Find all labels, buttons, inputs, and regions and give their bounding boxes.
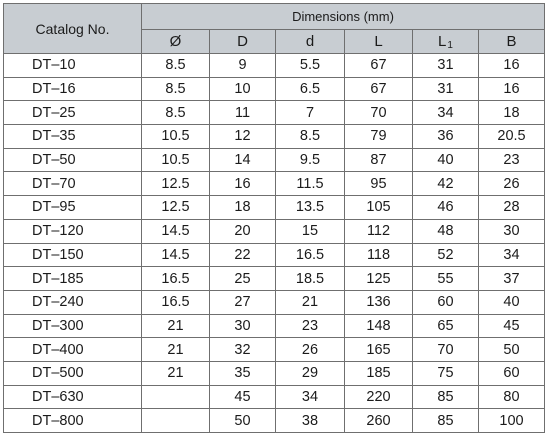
table-row <box>4 409 545 433</box>
table-row <box>4 267 545 291</box>
value-cell-d-lower: 15 <box>276 219 345 243</box>
value-cell-l: 87 <box>345 148 413 172</box>
catalog-cell: DT–120 <box>4 219 142 243</box>
column-header-d-lower <box>276 30 345 54</box>
value-cell-diameter: 21 <box>142 361 210 385</box>
catalog-cell: DT–16 <box>4 77 142 101</box>
column-header-label: d <box>305 33 315 50</box>
value-cell-diameter: 8.5 <box>142 77 210 101</box>
value-cell-b: 20.5 <box>479 125 545 149</box>
value-cell-b: 26 <box>479 172 545 196</box>
value-cell-diameter: 8.5 <box>142 54 210 78</box>
catalog-cell: DT–400 <box>4 338 142 362</box>
dimensions-group-header: Dimensions (mm) <box>142 4 545 30</box>
column-header-b <box>479 30 545 54</box>
value-cell-d-lower: 23 <box>276 314 345 338</box>
value-cell-diameter: 14.5 <box>142 219 210 243</box>
catalog-cell: DT–95 <box>4 196 142 220</box>
value-cell-l: 105 <box>345 196 413 220</box>
value-cell-l: 165 <box>345 338 413 362</box>
value-cell-b: 60 <box>479 361 545 385</box>
value-cell-d-upper: 10 <box>210 77 276 101</box>
column-header-l <box>345 30 413 54</box>
value-cell-l: 95 <box>345 172 413 196</box>
value-cell-diameter: 10.5 <box>142 148 210 172</box>
value-cell-d-lower: 26 <box>276 338 345 362</box>
value-cell-diameter: 12.5 <box>142 172 210 196</box>
value-cell-l: 260 <box>345 409 413 433</box>
catalog-cell: DT–630 <box>4 385 142 409</box>
value-cell-d-lower: 16.5 <box>276 243 345 267</box>
value-cell-l: 148 <box>345 314 413 338</box>
catalog-cell: DT–240 <box>4 290 142 314</box>
table-row <box>4 54 545 78</box>
column-header-d-upper <box>210 30 276 54</box>
value-cell-b: 37 <box>479 267 545 291</box>
value-cell-l1: 85 <box>413 385 479 409</box>
value-cell-l: 136 <box>345 290 413 314</box>
value-cell-d-upper: 27 <box>210 290 276 314</box>
table-row <box>4 290 545 314</box>
table-row <box>4 77 545 101</box>
column-header-label: B <box>506 33 517 50</box>
column-header-diameter <box>142 30 210 54</box>
table-row <box>4 125 545 149</box>
column-header-label: Ø <box>169 33 182 50</box>
catalog-cell: DT–25 <box>4 101 142 125</box>
value-cell-d-lower: 7 <box>276 101 345 125</box>
value-cell-d-lower: 18.5 <box>276 267 345 291</box>
value-cell-b: 28 <box>479 196 545 220</box>
value-cell-l: 185 <box>345 361 413 385</box>
value-cell-d-lower: 34 <box>276 385 345 409</box>
catalog-no-header: Catalog No. <box>4 4 142 54</box>
value-cell-l1: 70 <box>413 338 479 362</box>
value-cell-diameter: 8.5 <box>142 101 210 125</box>
value-cell-b: 80 <box>479 385 545 409</box>
value-cell-l1: 60 <box>413 290 479 314</box>
value-cell-d-upper: 11 <box>210 101 276 125</box>
value-cell-l: 79 <box>345 125 413 149</box>
value-cell-d-upper: 9 <box>210 54 276 78</box>
value-cell-l: 70 <box>345 101 413 125</box>
value-cell-b: 34 <box>479 243 545 267</box>
catalog-cell: DT–500 <box>4 361 142 385</box>
table-body <box>4 54 545 433</box>
value-cell-l: 112 <box>345 219 413 243</box>
value-cell-d-upper: 50 <box>210 409 276 433</box>
value-cell-d-lower: 13.5 <box>276 196 345 220</box>
table-row <box>4 385 545 409</box>
value-cell-d-lower: 6.5 <box>276 77 345 101</box>
value-cell-diameter: 16.5 <box>142 267 210 291</box>
value-cell-b: 16 <box>479 54 545 78</box>
dimensions-table <box>3 3 545 433</box>
value-cell-d-upper: 30 <box>210 314 276 338</box>
value-cell-l1: 36 <box>413 125 479 149</box>
value-cell-l1: 31 <box>413 77 479 101</box>
column-header-label: L <box>374 33 383 50</box>
value-cell-d-upper: 12 <box>210 125 276 149</box>
value-cell-b: 100 <box>479 409 545 433</box>
value-cell-diameter: 21 <box>142 314 210 338</box>
value-cell-d-lower: 21 <box>276 290 345 314</box>
value-cell-b: 45 <box>479 314 545 338</box>
value-cell-b: 16 <box>479 77 545 101</box>
value-cell-l1: 31 <box>413 54 479 78</box>
value-cell-l: 125 <box>345 267 413 291</box>
column-header-subscript: 1 <box>447 40 453 51</box>
table-row <box>4 172 545 196</box>
value-cell-b: 23 <box>479 148 545 172</box>
value-cell-d-upper: 14 <box>210 148 276 172</box>
value-cell-d-upper: 32 <box>210 338 276 362</box>
table-row <box>4 101 545 125</box>
value-cell-d-lower: 5.5 <box>276 54 345 78</box>
value-cell-l1: 42 <box>413 172 479 196</box>
value-cell-b: 30 <box>479 219 545 243</box>
column-header-l1 <box>413 30 479 54</box>
value-cell-diameter: 14.5 <box>142 243 210 267</box>
value-cell-l1: 48 <box>413 219 479 243</box>
table-row <box>4 361 545 385</box>
table-row <box>4 243 545 267</box>
value-cell-d-upper: 18 <box>210 196 276 220</box>
value-cell-d-lower: 8.5 <box>276 125 345 149</box>
catalog-cell: DT–35 <box>4 125 142 149</box>
value-cell-l1: 40 <box>413 148 479 172</box>
value-cell-d-upper: 25 <box>210 267 276 291</box>
value-cell-d-upper: 20 <box>210 219 276 243</box>
table-row <box>4 338 545 362</box>
catalog-cell: DT–10 <box>4 54 142 78</box>
value-cell-d-lower: 9.5 <box>276 148 345 172</box>
value-cell-l1: 85 <box>413 409 479 433</box>
catalog-cell: DT–150 <box>4 243 142 267</box>
value-cell-l1: 46 <box>413 196 479 220</box>
value-cell-b: 18 <box>479 101 545 125</box>
value-cell-l1: 75 <box>413 361 479 385</box>
catalog-cell: DT–300 <box>4 314 142 338</box>
table-row <box>4 314 545 338</box>
value-cell-diameter <box>142 385 210 409</box>
table-row <box>4 196 545 220</box>
value-cell-l: 67 <box>345 54 413 78</box>
value-cell-b: 40 <box>479 290 545 314</box>
catalog-cell: DT–185 <box>4 267 142 291</box>
table-row <box>4 219 545 243</box>
value-cell-d-upper: 45 <box>210 385 276 409</box>
value-cell-d-upper: 16 <box>210 172 276 196</box>
value-cell-diameter: 10.5 <box>142 125 210 149</box>
value-cell-b: 50 <box>479 338 545 362</box>
value-cell-l1: 65 <box>413 314 479 338</box>
value-cell-diameter: 16.5 <box>142 290 210 314</box>
column-header-label: L <box>438 33 447 50</box>
header-row-group <box>4 4 545 30</box>
value-cell-d-lower: 29 <box>276 361 345 385</box>
catalog-cell: DT–70 <box>4 172 142 196</box>
value-cell-l1: 52 <box>413 243 479 267</box>
value-cell-d-upper: 22 <box>210 243 276 267</box>
value-cell-l1: 55 <box>413 267 479 291</box>
value-cell-l: 67 <box>345 77 413 101</box>
value-cell-l: 220 <box>345 385 413 409</box>
value-cell-diameter: 21 <box>142 338 210 362</box>
column-header-label: D <box>237 33 248 50</box>
value-cell-d-lower: 11.5 <box>276 172 345 196</box>
value-cell-diameter <box>142 409 210 433</box>
value-cell-d-upper: 35 <box>210 361 276 385</box>
value-cell-l1: 34 <box>413 101 479 125</box>
catalog-cell: DT–50 <box>4 148 142 172</box>
table-row <box>4 148 545 172</box>
value-cell-d-lower: 38 <box>276 409 345 433</box>
catalog-cell: DT–800 <box>4 409 142 433</box>
value-cell-l: 118 <box>345 243 413 267</box>
value-cell-diameter: 12.5 <box>142 196 210 220</box>
